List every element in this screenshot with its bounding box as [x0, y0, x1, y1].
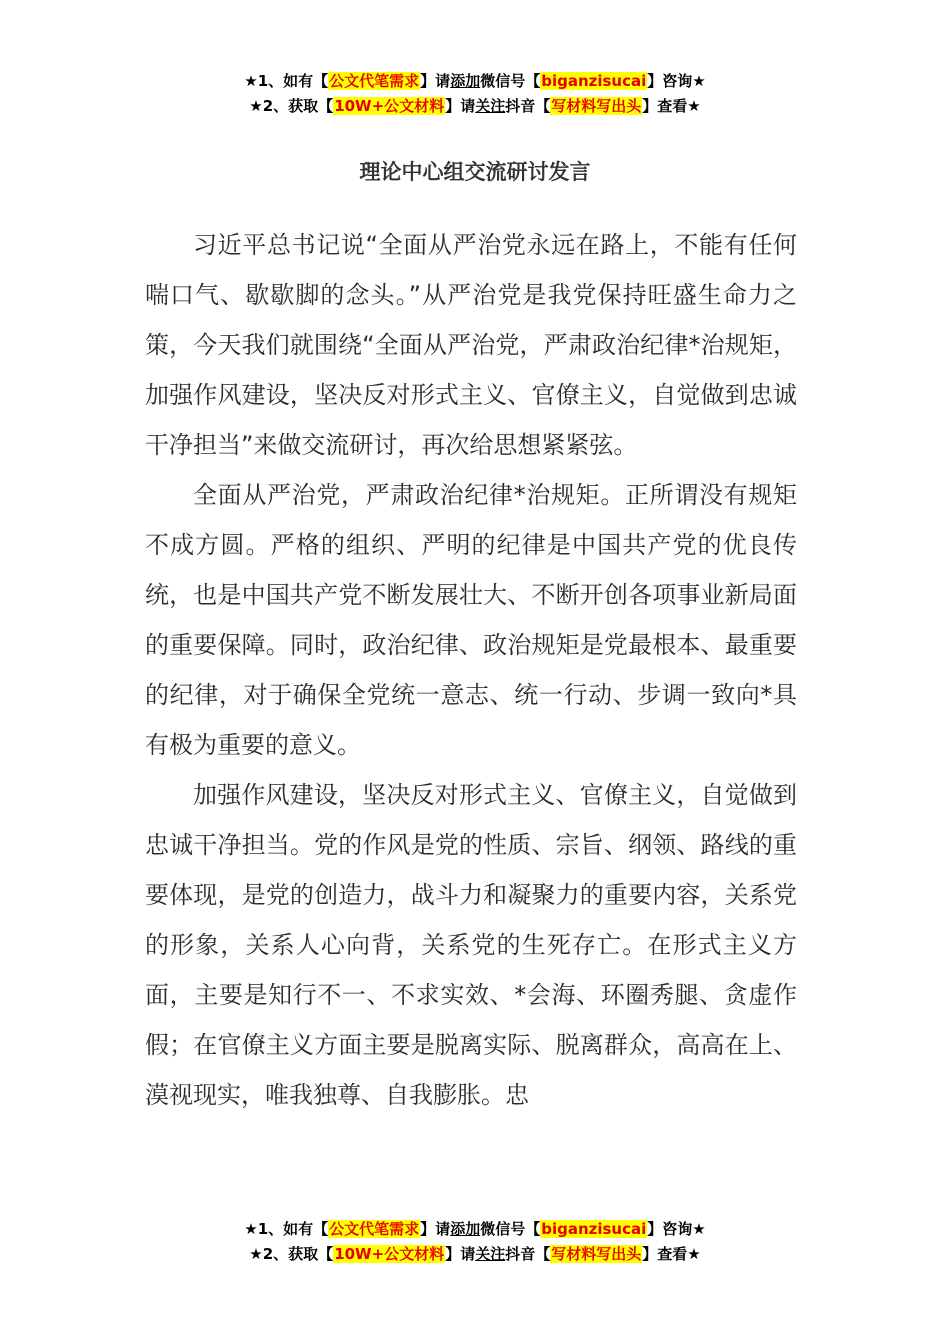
ad-text: ★1、如有【 [244, 1220, 329, 1238]
ad-underline: 关注 [475, 1245, 506, 1263]
ad-text: 】查看★ [642, 97, 701, 115]
footer-ad-line-2 [0, 1242, 950, 1267]
ad-highlight: 写材料写出头 [551, 1245, 642, 1263]
paragraph-1: 习近平总书记说“全面从严治党永远在路上，不能有任何喘口气、歇歇脚的念头。”从严治党是我党保持旺盛生命力之策，今天我们就围绕“全面从严治党，严肃政治纪律*治规矩，加强作风建设，坚决反对形式主义、官僚主义，自觉做到忠诚干净担当”来做交流研讨，再次给思想紧紧弦。 [145, 231, 797, 459]
document-body [145, 220, 797, 1120]
ad-text: ★1、如有【 [244, 72, 329, 90]
ad-text: 微信号【 [480, 72, 541, 90]
ad-text: 】请 [420, 72, 451, 90]
ad-text: 】查看★ [642, 1245, 701, 1263]
ad-text: 】请 [445, 97, 476, 115]
ad-text: 】咨询★ [647, 72, 706, 90]
paragraph-2: 全面从严治党，严肃政治纪律*治规矩。正所谓没有规矩不成方圆。严格的组织、严明的纪律是中国共产党的优良传统，也是中国共产党不断发展壮大、不断开创各项事业新局面的重要保障。同时，政治纪律、政治规矩是党最根本、最重要的纪律，对于确保全党统一意志、统一行动、步调一致向*具有极为重要的意义。 [145, 481, 797, 759]
footer-ad-line-1 [0, 1217, 950, 1242]
ad-text: 】咨询★ [647, 1220, 706, 1238]
ad-highlight: biganzisucai [541, 1220, 647, 1238]
footer-ad-block [0, 1217, 950, 1267]
header-ad-line-1 [0, 69, 950, 94]
ad-text: ★2、获取【 [249, 1245, 334, 1263]
ad-underline: 添加 [450, 1220, 481, 1238]
ad-underline: 添加 [450, 72, 481, 90]
header-ad-block [0, 69, 950, 119]
paragraph-3: 加强作风建设，坚决反对形式主义、官僚主义，自觉做到忠诚干净担当。党的作风是党的性质、宗旨、纲领、路线的重要体现，是党的创造力，战斗力和凝聚力的重要内容，关系党的形象，关系人心向背，关系党的生死存亡。在形式主义方面，主要是知行不一、不求实效、*会海、环圈秀腿、贪虚作假；在官僚主义方面主要是脱离实际、脱离群众，高高在上、漠视现实，唯我独尊、自我膨胀。忠 [145, 781, 797, 1109]
ad-highlight: 10W+公文材料 [334, 1245, 445, 1263]
ad-text: 】请 [420, 1220, 451, 1238]
ad-highlight: 公文代笔需求 [329, 72, 420, 90]
document-title: 理论中心组交流研讨发言 [359, 160, 591, 184]
ad-highlight: 10W+公文材料 [334, 97, 445, 115]
ad-underline: 关注 [475, 97, 506, 115]
ad-text: 微信号【 [480, 1220, 541, 1238]
ad-text: 】请 [445, 1245, 476, 1263]
header-ad-line-2 [0, 94, 950, 119]
ad-text: ★2、获取【 [249, 97, 334, 115]
ad-text: 抖音【 [505, 97, 551, 115]
ad-highlight: biganzisucai [541, 72, 647, 90]
ad-highlight: 公文代笔需求 [329, 1220, 420, 1238]
ad-text: 抖音【 [505, 1245, 551, 1263]
ad-highlight: 写材料写出头 [551, 97, 642, 115]
